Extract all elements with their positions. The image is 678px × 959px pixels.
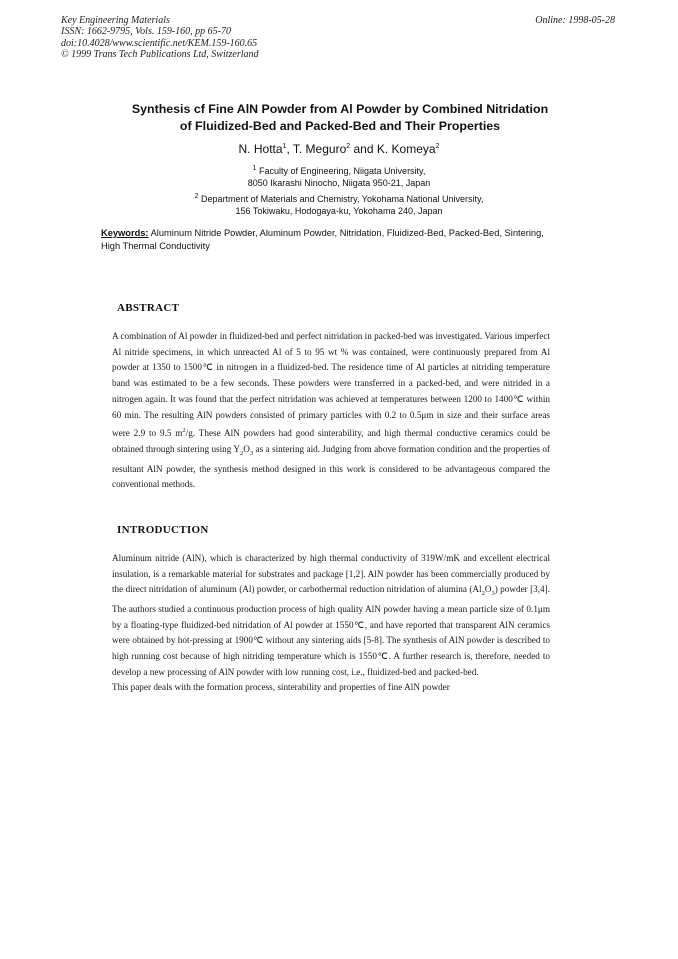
introduction-heading: INTRODUCTION — [117, 524, 209, 536]
text-run: as a sintering aid. Judging from above formation condition and the properties of resultant AlN powder, the synthesis method designed in this work is considered to be advantageous compared the conventional methods. — [112, 443, 550, 490]
affiliation-1 — [0, 163, 678, 190]
text-run: /g. These AlN powders had good sinterability, and high thermal conductive ceramics could be obtained through sintering using Y — [112, 428, 550, 454]
affiliation-line — [0, 163, 678, 177]
text-run: O — [243, 443, 250, 454]
subscript: 3 — [491, 590, 495, 598]
introduction-paragraph: This paper deals with the formation process, sinterability and properties of fine AlN powder — [112, 682, 450, 693]
text-run: O — [484, 584, 492, 595]
introduction-body — [112, 551, 550, 696]
text-run: ) powder [3,4]. The authors studied a continuous production process of high quality AlN powder having a mean particle size of 0.1μm by a floating-type fluidized-bed nitridation of Al powder at 1550℃, and have reported that transparent AlN ceramics were obtained by hot-pressing at 1900℃ without any sintering aids [5-8]. The synthesis of AlN powder is described to high running cost because of high nitriding temperature which is 1550℃. A further research is, therefore, needed to develop a new processing of AlN powder with low running cost, i.e., fluidized-bed and packed-bed. — [112, 584, 550, 677]
keywords-label: Keywords: — [101, 228, 149, 238]
keywords-text: Aluminum Nitride Powder, Aluminum Powder, Nitridation, Fluidized-Bed, Packed-Bed, Sintering, High Thermal Conductivity — [101, 228, 544, 251]
superscript: 2 — [182, 427, 186, 435]
affiliation-line: 156 Tokiwaku, Hodogaya-ku, Yokohama 240, Japan — [235, 206, 443, 217]
issn-line: ISSN: 1662-9795, Vols. 159-160, pp 65-70 — [61, 26, 231, 38]
affiliation-text: Department of Materials and Chemistry, Yokohama National University, — [198, 194, 484, 204]
title-line-2: of Fluidized-Bed and Packed-Bed and Their Properties — [179, 118, 501, 133]
affiliation-text: Faculty of Engineering, Niigata University, — [256, 166, 426, 176]
author-affil-mark: 2 — [435, 143, 440, 150]
affiliation-mark: 1 — [252, 165, 257, 172]
author-affil-mark: 2 — [346, 143, 351, 150]
affiliation-2 — [0, 191, 678, 218]
text-run: A combination of Al powder in fluidized-bed and perfect nitridation in packed-bed was investigated. Various imperfect Al nitride specimens, in which unreacted Al of 5 to 95 wt % was contained, were continuously prepared from Al powder at 1350 to 1500℃ in nitrogen in a fluidized-bed. The residence time of Al particles at nitriding temperature band was estimated to be a few seconds. These powders were transferred in a packed-bed, and were nitrided in a nitrogen again. It was found that the perfect nitridation was achieved at temperatures between 1200 to 1400℃ within 60 min. The resulting AlN powders consisted of primary particles with 0.2 to 0.5μm in size and their surface areas were 2.9 to 9.5 m — [112, 331, 550, 439]
author-separator: and — [350, 142, 377, 156]
affiliation-mark: 2 — [194, 193, 199, 200]
author-affil-mark: 1 — [282, 143, 287, 150]
author-name: T. Meguro — [292, 142, 347, 156]
text-run: Aluminum nitride (AlN), which is characterized by high thermal conductivity of 319W/mK and excellent electrical insulation, is a remarkable material for substrates and package [1,2]. AlN powder has been commercially produced by the direct nitridation of aluminum (Al) powder, or carbothermal reduction nitridation of alumina (Al — [112, 553, 550, 595]
online-date: Online: 1998-05-28 — [535, 15, 615, 26]
subscript: 2 — [481, 590, 485, 598]
introduction-paragraph — [112, 551, 550, 680]
author-name: K. Komeya — [376, 142, 436, 156]
affiliation-line — [0, 191, 678, 205]
doi-line: doi:10.4028/www.scientific.net/KEM.159-160.65 — [61, 37, 258, 49]
title-line-1: Synthesis cf Fine AlN Powder from Al Powder by Combined Nitridation — [131, 102, 549, 116]
journal-header — [61, 15, 259, 60]
paper-title — [80, 101, 600, 134]
abstract-heading: ABSTRACT — [117, 302, 180, 314]
subscript: 2 — [240, 449, 244, 457]
affiliation-line: 8050 Ikarashi Ninocho, Niigata 950-21, Japan — [247, 178, 431, 189]
keywords — [101, 227, 561, 252]
journal-name: Key Engineering Materials — [61, 15, 170, 26]
abstract-body — [112, 329, 550, 493]
author-list — [0, 142, 678, 156]
abstract-paragraph — [112, 329, 550, 493]
author-name: N. Hotta — [238, 142, 283, 156]
subscript: 3 — [249, 449, 254, 457]
author-separator: , — [286, 142, 293, 156]
copyright-line: © 1999 Trans Tech Publications Ltd, Switzerland — [61, 48, 259, 60]
